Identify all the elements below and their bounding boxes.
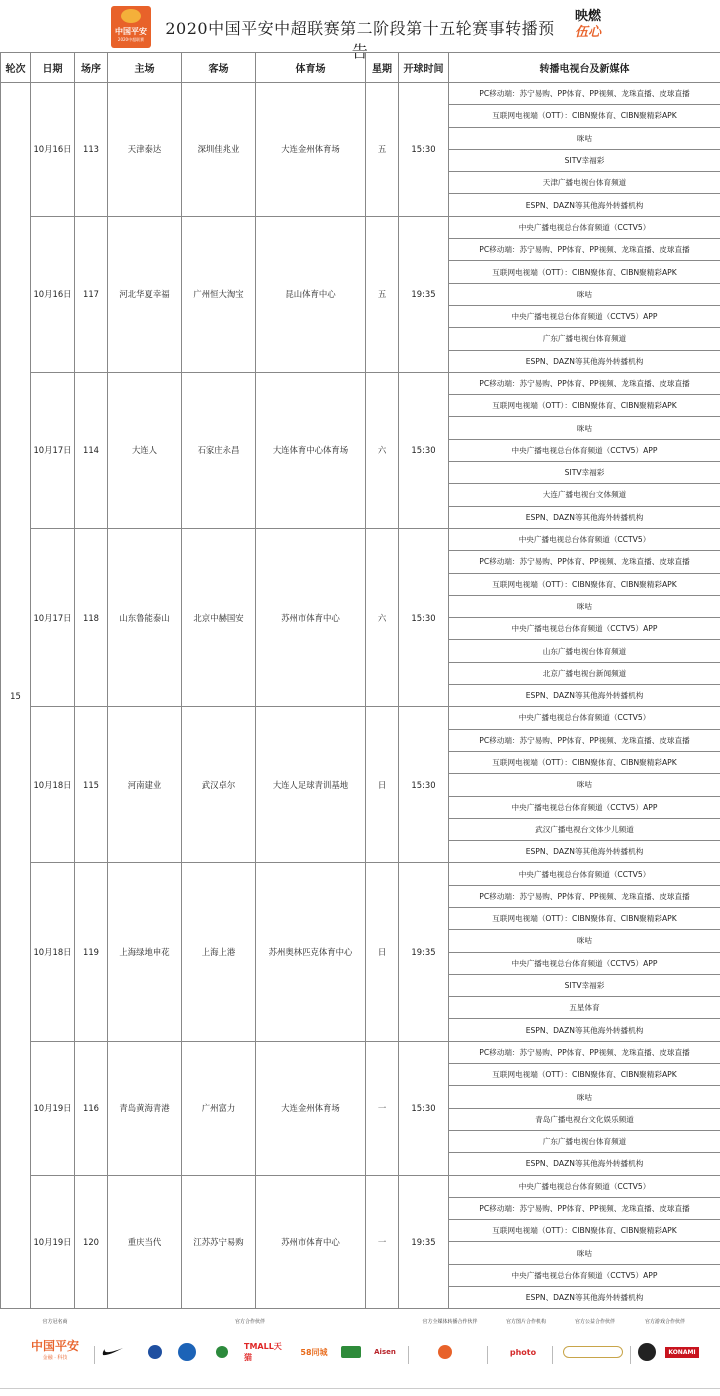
table-row	[1, 1175, 720, 1197]
csl-logo-text: 中国平安	[115, 27, 147, 36]
sponsor-category: 官方冠名商	[42, 1319, 68, 1325]
table-row	[1, 83, 720, 105]
channel-cell: 咪咕	[449, 417, 720, 439]
channel-cell: 互联网电视端（OTT）：CIBN聚体育、CIBN聚精彩APK	[449, 395, 720, 417]
table-header-row	[1, 53, 720, 83]
divider	[487, 1346, 488, 1364]
channel-cell: 互联网电视端（OTT）：CIBN聚体育、CIBN聚精彩APK	[449, 1064, 720, 1086]
channel-cell: 咪咕	[449, 595, 720, 617]
stadium-cell: 大连金州体育场	[256, 83, 366, 217]
date-cell: 10月16日	[31, 83, 75, 217]
channel-cell: 咪咕	[449, 283, 720, 305]
stadium-cell: 苏州奥林匹克体育中心	[256, 863, 366, 1041]
home-team-cell: 上海绿地申花	[108, 863, 182, 1041]
channel-cell: ESPN、DAZN等其他海外转播机构	[449, 1019, 720, 1041]
channel-cell: 天津广播电视台体育频道	[449, 172, 720, 194]
csl-logo-sub: 2020中超联赛	[117, 37, 145, 42]
column-header: 主场	[108, 53, 182, 83]
channel-cell: 五星体育	[449, 997, 720, 1019]
nike-logo-icon	[100, 1340, 126, 1364]
sponsor-category: 官方全媒体转播合作伙伴	[422, 1319, 478, 1325]
match-no-cell: 117	[75, 216, 108, 372]
divider	[630, 1346, 631, 1364]
column-header: 场序	[75, 53, 108, 83]
date-cell: 10月17日	[31, 372, 75, 528]
channel-cell: 青岛广播电视台文化娱乐频道	[449, 1108, 720, 1130]
sponsor-category: 官方图片合作机构	[505, 1319, 546, 1325]
aisen-logo: Aisen	[374, 1348, 396, 1356]
channel-cell: 咪咕	[449, 1086, 720, 1108]
sponsor-category: 官方合作伙伴	[234, 1319, 265, 1325]
sponsor-category: 官方游戏合作伙伴	[644, 1319, 685, 1325]
channel-cell: ESPN、DAZN等其他海外转播机构	[449, 841, 720, 863]
footer-bar	[0, 1388, 720, 1396]
divider	[94, 1346, 95, 1364]
date-cell: 10月19日	[31, 1175, 75, 1309]
date-cell: 10月16日	[31, 216, 75, 372]
channel-cell: PC移动端：苏宁易购、PP体育、PP视频、龙珠直播、皮球直播	[449, 1041, 720, 1063]
channel-cell: 咪咕	[449, 127, 720, 149]
media-logo-icon	[425, 1340, 465, 1364]
match-no-cell: 115	[75, 707, 108, 863]
weekday-cell: 一	[366, 1175, 399, 1309]
channel-cell: PC移动端：苏宁易购、PP体育、PP视频、龙珠直播、皮球直播	[449, 83, 720, 105]
match-no-cell: 119	[75, 863, 108, 1041]
channel-cell: 广东广播电视台体育频道	[449, 328, 720, 350]
channel-cell: PC移动端：苏宁易购、PP体育、PP视频、龙珠直播、皮球直播	[449, 372, 720, 394]
channel-cell: PC移动端：苏宁易购、PP体育、PP视频、龙珠直播、皮球直播	[449, 729, 720, 751]
weekday-cell: 日	[366, 863, 399, 1041]
home-team-cell: 山东鲁能泰山	[108, 528, 182, 706]
stadium-cell: 昆山体育中心	[256, 216, 366, 372]
table-row	[1, 372, 720, 394]
channel-cell: 北京广播电视台新闻频道	[449, 662, 720, 684]
match-no-cell: 120	[75, 1175, 108, 1309]
kickoff-time-cell: 15:30	[399, 83, 449, 217]
channel-cell: 互联网电视端（OTT）：CIBN聚体育、CIBN聚精彩APK	[449, 751, 720, 773]
konami-logo	[662, 1340, 702, 1364]
channel-cell: 咪咕	[449, 1242, 720, 1264]
home-team-cell: 河南建业	[108, 707, 182, 863]
date-cell: 10月18日	[31, 863, 75, 1041]
channel-cell: PC移动端：苏宁易购、PP体育、PP视频、龙珠直播、皮球直播	[449, 1197, 720, 1219]
channel-cell: ESPN、DAZN等其他海外转播机构	[449, 506, 720, 528]
channel-cell: PC移动端：苏宁易购、PP体育、PP视频、龙珠直播、皮球直播	[449, 239, 720, 261]
away-team-cell: 广州恒大淘宝	[182, 216, 256, 372]
channel-cell: SITV幸福彩	[449, 462, 720, 484]
charity-logo-icon	[560, 1340, 626, 1364]
date-cell: 10月17日	[31, 528, 75, 706]
column-header: 体育场	[256, 53, 366, 83]
channel-cell: 广东广播电视台体育频道	[449, 1130, 720, 1152]
stadium-cell: 大连金州体育场	[256, 1041, 366, 1175]
channel-cell: 咪咕	[449, 930, 720, 952]
table-row	[1, 1041, 720, 1063]
channel-cell: ESPN、DAZN等其他海外转播机构	[449, 685, 720, 707]
channel-cell: PC移动端：苏宁易购、PP体育、PP视频、龙珠直播、皮球直播	[449, 551, 720, 573]
channel-cell: ESPN、DAZN等其他海外转播机构	[449, 350, 720, 372]
match-no-cell: 114	[75, 372, 108, 528]
weekday-cell: 五	[366, 83, 399, 217]
channel-cell: 中央广播电视总台体育频道（CCTV5）APP	[449, 618, 720, 640]
channel-cell: ESPN、DAZN等其他海外转播机构	[449, 194, 720, 216]
slogan-logo	[566, 9, 610, 47]
table-row	[1, 707, 720, 729]
column-header: 轮次	[1, 53, 31, 83]
gfund-logo-icon	[176, 1340, 198, 1364]
sponsor-footer	[0, 1310, 720, 1396]
channel-cell: 咪咕	[449, 774, 720, 796]
away-team-cell: 北京中赫国安	[182, 528, 256, 706]
column-header: 转播电视台及新媒体	[449, 53, 720, 83]
broadcast-table	[0, 52, 720, 1309]
weekday-cell: 一	[366, 1041, 399, 1175]
away-team-cell: 石家庄永昌	[182, 372, 256, 528]
channel-cell: 中央广播电视总台体育频道（CCTV5）APP	[449, 1264, 720, 1286]
stadium-cell: 苏州市体育中心	[256, 1175, 366, 1309]
weekday-cell: 六	[366, 528, 399, 706]
channel-cell: PC移动端：苏宁易购、PP体育、PP视频、龙珠直播、皮球直播	[449, 885, 720, 907]
channel-cell: 中央广播电视总台体育频道（CCTV5）	[449, 216, 720, 238]
channel-cell: 武汉广播电视台文体少儿频道	[449, 818, 720, 840]
channel-cell: 互联网电视端（OTT）：CIBN聚体育、CIBN聚精彩APK	[449, 261, 720, 283]
sponsor-category: 官方公益合作伙伴	[574, 1319, 615, 1325]
date-cell: 10月18日	[31, 707, 75, 863]
away-team-cell: 深圳佳兆业	[182, 83, 256, 217]
kickoff-time-cell: 19:35	[399, 863, 449, 1041]
photo-logo: photo	[509, 1347, 537, 1357]
away-team-cell: 上海上港	[182, 863, 256, 1041]
slogan-line1: 映燃	[574, 9, 601, 24]
channel-cell: 中央广播电视总台体育频道（CCTV5）	[449, 1175, 720, 1197]
channel-cell: 互联网电视端（OTT）：CIBN聚体育、CIBN聚精彩APK	[449, 573, 720, 595]
kickoff-time-cell: 19:35	[399, 216, 449, 372]
table-row	[1, 863, 720, 885]
channel-cell: 中央广播电视总台体育频道（CCTV5）	[449, 707, 720, 729]
column-header: 日期	[31, 53, 75, 83]
weekday-cell: 六	[366, 372, 399, 528]
home-team-cell: 重庆当代	[108, 1175, 182, 1309]
channel-cell: 互联网电视端（OTT）：CIBN聚体育、CIBN聚精彩APK	[449, 907, 720, 929]
channel-cell: ESPN、DAZN等其他海外转播机构	[449, 1153, 720, 1175]
channel-cell: SITV幸福彩	[449, 974, 720, 996]
channel-cell: 中央广播电视总台体育频道（CCTV5）APP	[449, 952, 720, 974]
channel-cell: SITV幸福彩	[449, 149, 720, 171]
csl-ball-icon	[121, 9, 141, 23]
ea-logo-icon	[636, 1340, 658, 1364]
pingan-logo-sub: 金融 · 科技	[42, 1355, 68, 1361]
match-no-cell: 118	[75, 528, 108, 706]
stadium-cell: 大连体育中心体育场	[256, 372, 366, 528]
divider	[408, 1346, 409, 1364]
tmall-logo: TMALL天猫	[244, 1342, 282, 1362]
page-title: 2020中国平安中超联赛第二阶段第十五轮赛事转播预告	[165, 19, 555, 61]
channel-cell: 互联网电视端（OTT）：CIBN聚体育、CIBN聚精彩APK	[449, 1220, 720, 1242]
divider	[552, 1346, 553, 1364]
home-team-cell: 青岛黄海青港	[108, 1041, 182, 1175]
kickoff-time-cell: 15:30	[399, 1041, 449, 1175]
kickoff-time-cell: 15:30	[399, 707, 449, 863]
pingan-logo	[20, 1340, 90, 1364]
away-team-cell: 江苏苏宁易购	[182, 1175, 256, 1309]
away-team-cell: 武汉卓尔	[182, 707, 256, 863]
away-team-cell: 广州富力	[182, 1041, 256, 1175]
table-row	[1, 216, 720, 238]
page-header	[0, 0, 720, 61]
kickoff-time-cell: 15:30	[399, 528, 449, 706]
stadium-cell: 大连人足球青训基地	[256, 707, 366, 863]
slogan-line2: 伍心	[574, 25, 601, 40]
channel-cell: 中央广播电视总台体育频道（CCTV5）	[449, 528, 720, 550]
table-row	[1, 528, 720, 550]
channel-cell: 互联网电视端（OTT）：CIBN聚体育、CIBN聚精彩APK	[449, 105, 720, 127]
pingan-logo-text: 中国平安	[30, 1339, 79, 1353]
match-no-cell: 116	[75, 1041, 108, 1175]
home-team-cell: 大连人	[108, 372, 182, 528]
channel-cell: ESPN、DAZN等其他海外转播机构	[449, 1287, 720, 1309]
column-header: 客场	[182, 53, 256, 83]
match-no-cell: 113	[75, 83, 108, 217]
column-header: 开球时间	[399, 53, 449, 83]
channel-cell: 山东广播电视台体育频道	[449, 640, 720, 662]
channel-cell: 中央广播电视总台体育频道（CCTV5）APP	[449, 305, 720, 327]
saic-logo-icon	[140, 1340, 170, 1364]
channel-cell: 大连广播电视台文体频道	[449, 484, 720, 506]
58-logo: 58同城	[300, 1347, 328, 1357]
stadium-cell: 苏州市体育中心	[256, 528, 366, 706]
channel-cell: 中央广播电视总台体育频道（CCTV5）	[449, 863, 720, 885]
weekday-cell: 五	[366, 216, 399, 372]
channel-cell: 中央广播电视总台体育频道（CCTV5）APP	[449, 439, 720, 461]
csl-logo	[111, 6, 151, 48]
kickoff-time-cell: 15:30	[399, 372, 449, 528]
date-cell: 10月19日	[31, 1041, 75, 1175]
weekday-cell: 日	[366, 707, 399, 863]
column-header: 星期	[366, 53, 399, 83]
home-team-cell: 天津泰达	[108, 83, 182, 217]
kickoff-time-cell: 19:35	[399, 1175, 449, 1309]
channel-cell: 中央广播电视总台体育频道（CCTV5）APP	[449, 796, 720, 818]
round-cell: 15	[1, 83, 31, 1309]
home-team-cell: 河北华夏幸福	[108, 216, 182, 372]
guanyun-logo-icon	[340, 1340, 362, 1364]
mengniu-logo-icon	[206, 1340, 238, 1364]
konami-logo-text: KONAMI	[665, 1347, 698, 1358]
